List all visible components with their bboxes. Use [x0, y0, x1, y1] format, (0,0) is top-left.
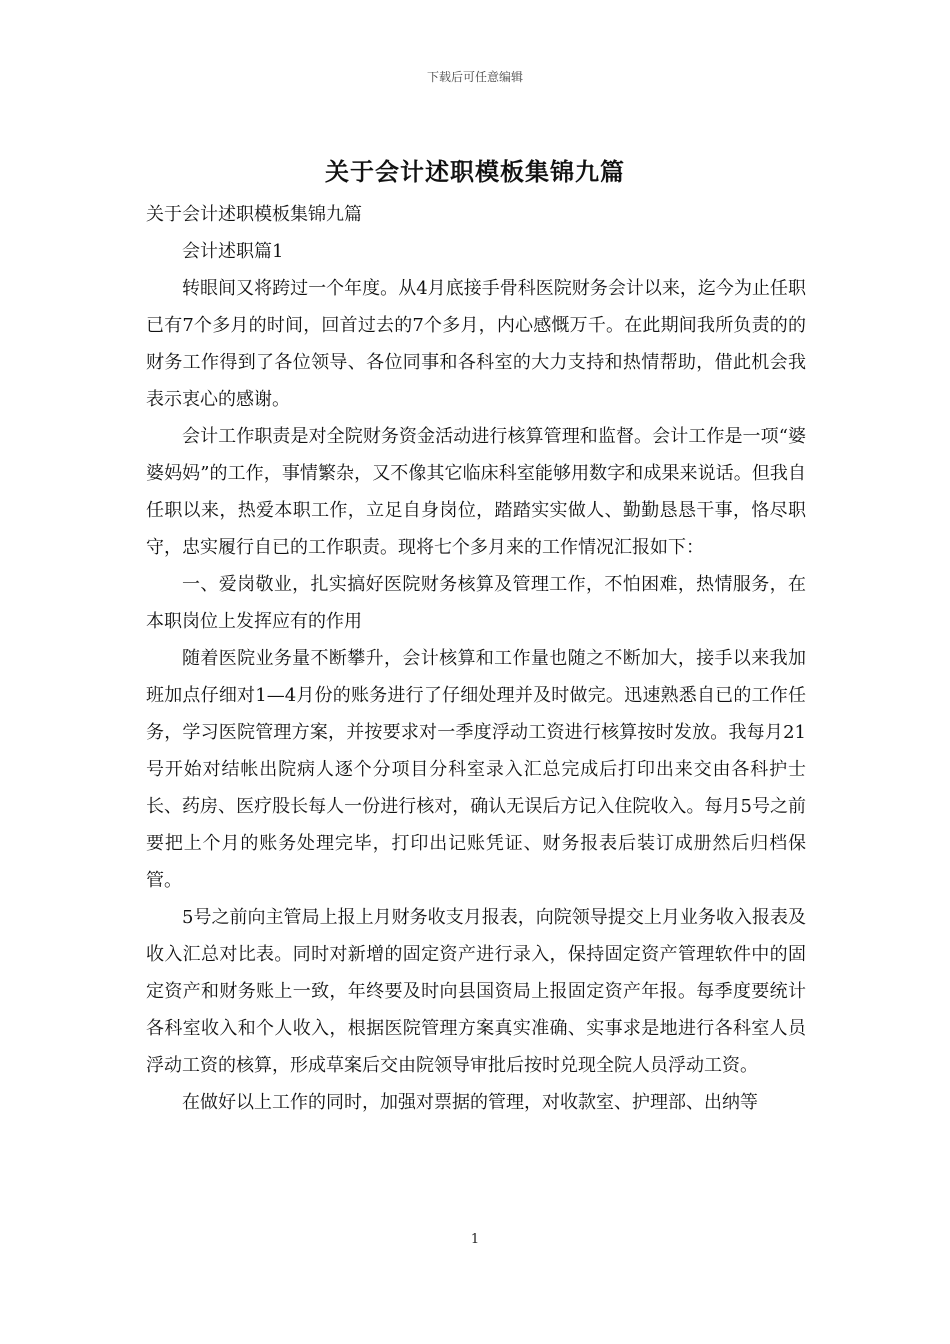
section-heading: 会计述职篇1 [182, 241, 284, 262]
document-body [146, 196, 806, 1121]
paragraph: 会计工作职责是对全院财务资金活动进行核算管理和监督。会计工作是一项“婆婆妈妈”的工作，事情繁杂，又不像其它临床科室能够用数字和成果来说话。但我自任职以来，热爱本职工作，立足自身岗位，踏踏实实做人、勤勤恳恳干事，恪尽职守，忠实履行自已的工作职责。现将七个多月来的工作情况汇报如下： [146, 426, 806, 558]
paragraph: 随着医院业务量不断攀升，会计核算和工作量也随之不断加大，接手以来我加班加点仔细对1—4月份的账务进行了仔细处理并及时做完。迅速熟悉自已的工作任务，学习医院管理方案，并按要求对一季度浮动工资进行核算按时发放。我每月21号开始对结帐出院病人逐个分项目分科室录入汇总完成后打印出来交由各科护士长、药房、医疗股长每人一份进行核对，确认无误后方记入住院收入。每月5号之前要把上个月的账务处理完毕，打印出记账凭证、财务报表后装订成册然后归档保管。 [146, 648, 806, 891]
paragraph: 转眼间又将跨过一个年度。从4月底接手骨科医院财务会计以来，迄今为止任职已有7个多月的时间，回首过去的7个多月，内心感慨万千。在此期间我所负责的的财务工作得到了各位领导、各位同事和各科室的大力支持和热情帮助，借此机会我表示衷心的感谢。 [146, 278, 806, 410]
document-title: 关于会计述职模板集锦九篇 [325, 157, 625, 186]
page-header: 下载后可任意编辑 [426, 70, 523, 84]
paragraph: 5号之前向主管局上报上月财务收支月报表，向院领导提交上月业务收入报表及收入汇总对比表。同时对新增的固定资产进行录入，保持固定资产管理软件中的固定资产和财务账上一致，年终要及时向县国资局上报固定资产年报。每季度要统计各科室收入和个人收入，根据医院管理方案真实准确、实事求是地进行各科室人员浮动工资的核算，形成草案后交由院领导审批后按时兑现全院人员浮动工资。 [146, 907, 806, 1076]
paragraph: 一、爱岗敬业，扎实搞好医院财务核算及管理工作，不怕困难，热情服务，在本职岗位上发挥应有的作用 [146, 574, 806, 632]
paragraph: 在做好以上工作的同时，加强对票据的管理，对收款室、护理部、出纳等 [182, 1092, 758, 1113]
subtitle: 关于会计述职模板集锦九篇 [146, 204, 362, 225]
page-number: 1 [470, 1232, 480, 1247]
